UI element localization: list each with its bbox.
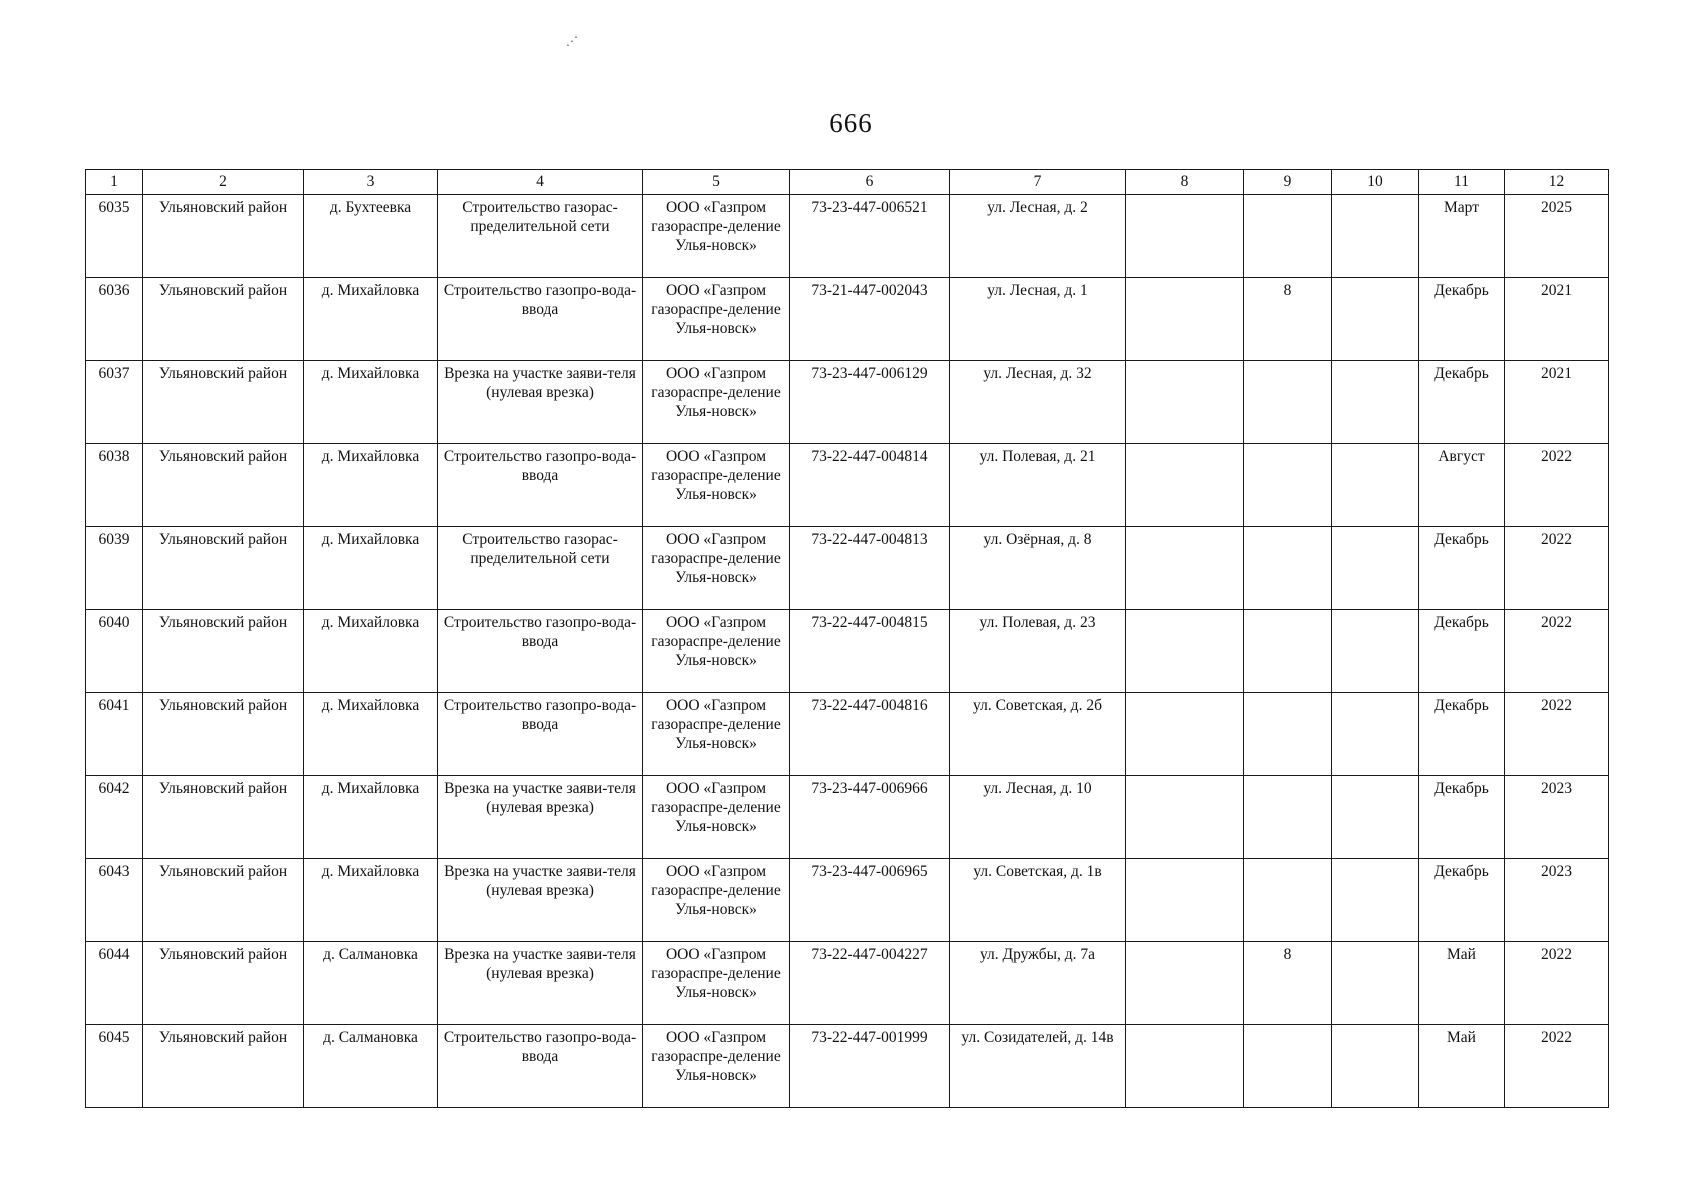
object-code-cell: 73-22-447-004227 [790,942,950,1025]
district-cell: Ульяновский район [143,1025,304,1108]
year-cell: 2022 [1505,942,1609,1025]
column-10-cell [1332,444,1419,527]
column-9-cell [1244,195,1332,278]
organization-cell: ООО «Газпром газораспре-деление Улья-новск» [643,444,790,527]
organization-cell: ООО «Газпром газораспре-деление Улья-новск» [643,1025,790,1108]
object-code-cell: 73-23-447-006521 [790,195,950,278]
table-row [86,361,1609,444]
settlement-cell: д. Салмановка [304,942,438,1025]
district-cell: Ульяновский район [143,610,304,693]
object-code-cell: 73-22-447-004814 [790,444,950,527]
column-8-cell [1126,776,1244,859]
column-8-cell [1126,693,1244,776]
work-type-cell: Строительство газопро-вода-ввода [438,1025,643,1108]
object-code-cell: 73-23-447-006966 [790,776,950,859]
month-cell: Декабрь [1419,693,1505,776]
settlement-cell: д. Михайловка [304,610,438,693]
table-row [86,527,1609,610]
column-8-cell [1126,859,1244,942]
table-row [86,693,1609,776]
organization-cell: ООО «Газпром газораспре-деление Улья-новск» [643,859,790,942]
table-row [86,444,1609,527]
column-10-cell [1332,527,1419,610]
row-number-cell: 6037 [86,361,143,444]
work-type-cell: Врезка на участке заяви-теля (нулевая врезка) [438,859,643,942]
column-8-cell [1126,361,1244,444]
page-number: 666 [829,108,873,138]
column-10-cell [1332,278,1419,361]
year-cell: 2022 [1505,444,1609,527]
column-9-cell [1244,361,1332,444]
column-9-cell: 8 [1244,942,1332,1025]
row-number-cell: 6041 [86,693,143,776]
organization-cell: ООО «Газпром газораспре-деление Улья-новск» [643,527,790,610]
object-code-cell: 73-23-447-006965 [790,859,950,942]
column-header: 9 [1244,170,1332,195]
month-cell: Август [1419,444,1505,527]
column-9-cell [1244,693,1332,776]
month-cell: Март [1419,195,1505,278]
row-number-cell: 6042 [86,776,143,859]
object-code-cell: 73-22-447-004816 [790,693,950,776]
object-code-cell: 73-22-447-001999 [790,1025,950,1108]
year-cell: 2025 [1505,195,1609,278]
column-10-cell [1332,195,1419,278]
table-row [86,610,1609,693]
district-cell: Ульяновский район [143,361,304,444]
column-9-cell [1244,444,1332,527]
year-cell: 2023 [1505,776,1609,859]
address-cell: ул. Полевая, д. 21 [950,444,1126,527]
organization-cell: ООО «Газпром газораспре-деление Улья-новск» [643,693,790,776]
column-8-cell [1126,278,1244,361]
table-row [86,859,1609,942]
address-cell: ул. Полевая, д. 23 [950,610,1126,693]
year-cell: 2021 [1505,361,1609,444]
column-8-cell [1126,527,1244,610]
column-10-cell [1332,1025,1419,1108]
district-cell: Ульяновский район [143,859,304,942]
settlement-cell: д. Михайловка [304,361,438,444]
column-8-cell [1126,1025,1244,1108]
settlement-cell: д. Михайловка [304,444,438,527]
work-type-cell: Врезка на участке заяви-теля (нулевая врезка) [438,361,643,444]
table-header-row [86,170,1609,195]
address-cell: ул. Лесная, д. 32 [950,361,1126,444]
address-cell: ул. Советская, д. 1в [950,859,1126,942]
row-number-cell: 6045 [86,1025,143,1108]
column-header: 6 [790,170,950,195]
table-body [86,195,1609,1108]
row-number-cell: 6043 [86,859,143,942]
column-header: 2 [143,170,304,195]
column-10-cell [1332,776,1419,859]
work-type-cell: Строительство газопро-вода-ввода [438,610,643,693]
column-header: 1 [86,170,143,195]
district-cell: Ульяновский район [143,776,304,859]
settlement-cell: д. Михайловка [304,278,438,361]
settlement-cell: д. Салмановка [304,1025,438,1108]
address-cell: ул. Лесная, д. 2 [950,195,1126,278]
table-row [86,942,1609,1025]
month-cell: Декабрь [1419,527,1505,610]
object-code-cell: 73-23-447-006129 [790,361,950,444]
year-cell: 2022 [1505,1025,1609,1108]
address-cell: ул. Озёрная, д. 8 [950,527,1126,610]
object-code-cell: 73-22-447-004815 [790,610,950,693]
table-row [86,195,1609,278]
settlement-cell: д. Бухтеевка [304,195,438,278]
row-number-cell: 6035 [86,195,143,278]
table-row [86,1025,1609,1108]
organization-cell: ООО «Газпром газораспре-деление Улья-новск» [643,278,790,361]
work-type-cell: Строительство газопро-вода-ввода [438,444,643,527]
column-10-cell [1332,942,1419,1025]
row-number-cell: 6044 [86,942,143,1025]
row-number-cell: 6040 [86,610,143,693]
column-10-cell [1332,610,1419,693]
address-cell: ул. Созидателей, д. 14в [950,1025,1126,1108]
column-10-cell [1332,859,1419,942]
column-8-cell [1126,942,1244,1025]
month-cell: Декабрь [1419,776,1505,859]
scan-speck: ⋰ [566,34,578,48]
month-cell: Май [1419,942,1505,1025]
object-code-cell: 73-22-447-004813 [790,527,950,610]
object-code-cell: 73-21-447-002043 [790,278,950,361]
column-header: 8 [1126,170,1244,195]
row-number-cell: 6039 [86,527,143,610]
column-9-cell [1244,1025,1332,1108]
district-cell: Ульяновский район [143,693,304,776]
settlement-cell: д. Михайловка [304,693,438,776]
organization-cell: ООО «Газпром газораспре-деление Улья-новск» [643,776,790,859]
column-header: 5 [643,170,790,195]
address-cell: ул. Дружбы, д. 7а [950,942,1126,1025]
settlement-cell: д. Михайловка [304,859,438,942]
work-type-cell: Строительство газопро-вода-ввода [438,693,643,776]
column-header: 3 [304,170,438,195]
column-10-cell [1332,361,1419,444]
settlement-cell: д. Михайловка [304,776,438,859]
month-cell: Декабрь [1419,859,1505,942]
column-9-cell [1244,776,1332,859]
column-8-cell [1126,195,1244,278]
settlement-cell: д. Михайловка [304,527,438,610]
organization-cell: ООО «Газпром газораспре-деление Улья-новск» [643,942,790,1025]
column-8-cell [1126,610,1244,693]
column-header: 7 [950,170,1126,195]
district-cell: Ульяновский район [143,527,304,610]
organization-cell: ООО «Газпром газораспре-деление Улья-новск» [643,195,790,278]
work-type-cell: Строительство газорас-пределительной сети [438,195,643,278]
year-cell: 2022 [1505,693,1609,776]
gas-registry-table [85,169,1609,1108]
month-cell: Декабрь [1419,610,1505,693]
table-row [86,776,1609,859]
district-cell: Ульяновский район [143,942,304,1025]
column-8-cell [1126,444,1244,527]
month-cell: Декабрь [1419,361,1505,444]
work-type-cell: Строительство газорас-пределительной сети [438,527,643,610]
year-cell: 2021 [1505,278,1609,361]
month-cell: Май [1419,1025,1505,1108]
column-header: 10 [1332,170,1419,195]
year-cell: 2022 [1505,610,1609,693]
district-cell: Ульяновский район [143,195,304,278]
column-header: 11 [1419,170,1505,195]
column-10-cell [1332,693,1419,776]
address-cell: ул. Лесная, д. 10 [950,776,1126,859]
year-cell: 2022 [1505,527,1609,610]
organization-cell: ООО «Газпром газораспре-деление Улья-новск» [643,361,790,444]
district-cell: Ульяновский район [143,278,304,361]
column-header: 4 [438,170,643,195]
column-header: 12 [1505,170,1609,195]
work-type-cell: Врезка на участке заяви-теля (нулевая врезка) [438,776,643,859]
district-cell: Ульяновский район [143,444,304,527]
year-cell: 2023 [1505,859,1609,942]
address-cell: ул. Лесная, д. 1 [950,278,1126,361]
month-cell: Декабрь [1419,278,1505,361]
column-9-cell [1244,859,1332,942]
row-number-cell: 6036 [86,278,143,361]
column-9-cell [1244,527,1332,610]
column-9-cell [1244,610,1332,693]
work-type-cell: Строительство газопро-вода-ввода [438,278,643,361]
address-cell: ул. Советская, д. 2б [950,693,1126,776]
table-row [86,278,1609,361]
work-type-cell: Врезка на участке заяви-теля (нулевая врезка) [438,942,643,1025]
row-number-cell: 6038 [86,444,143,527]
column-9-cell: 8 [1244,278,1332,361]
organization-cell: ООО «Газпром газораспре-деление Улья-новск» [643,610,790,693]
